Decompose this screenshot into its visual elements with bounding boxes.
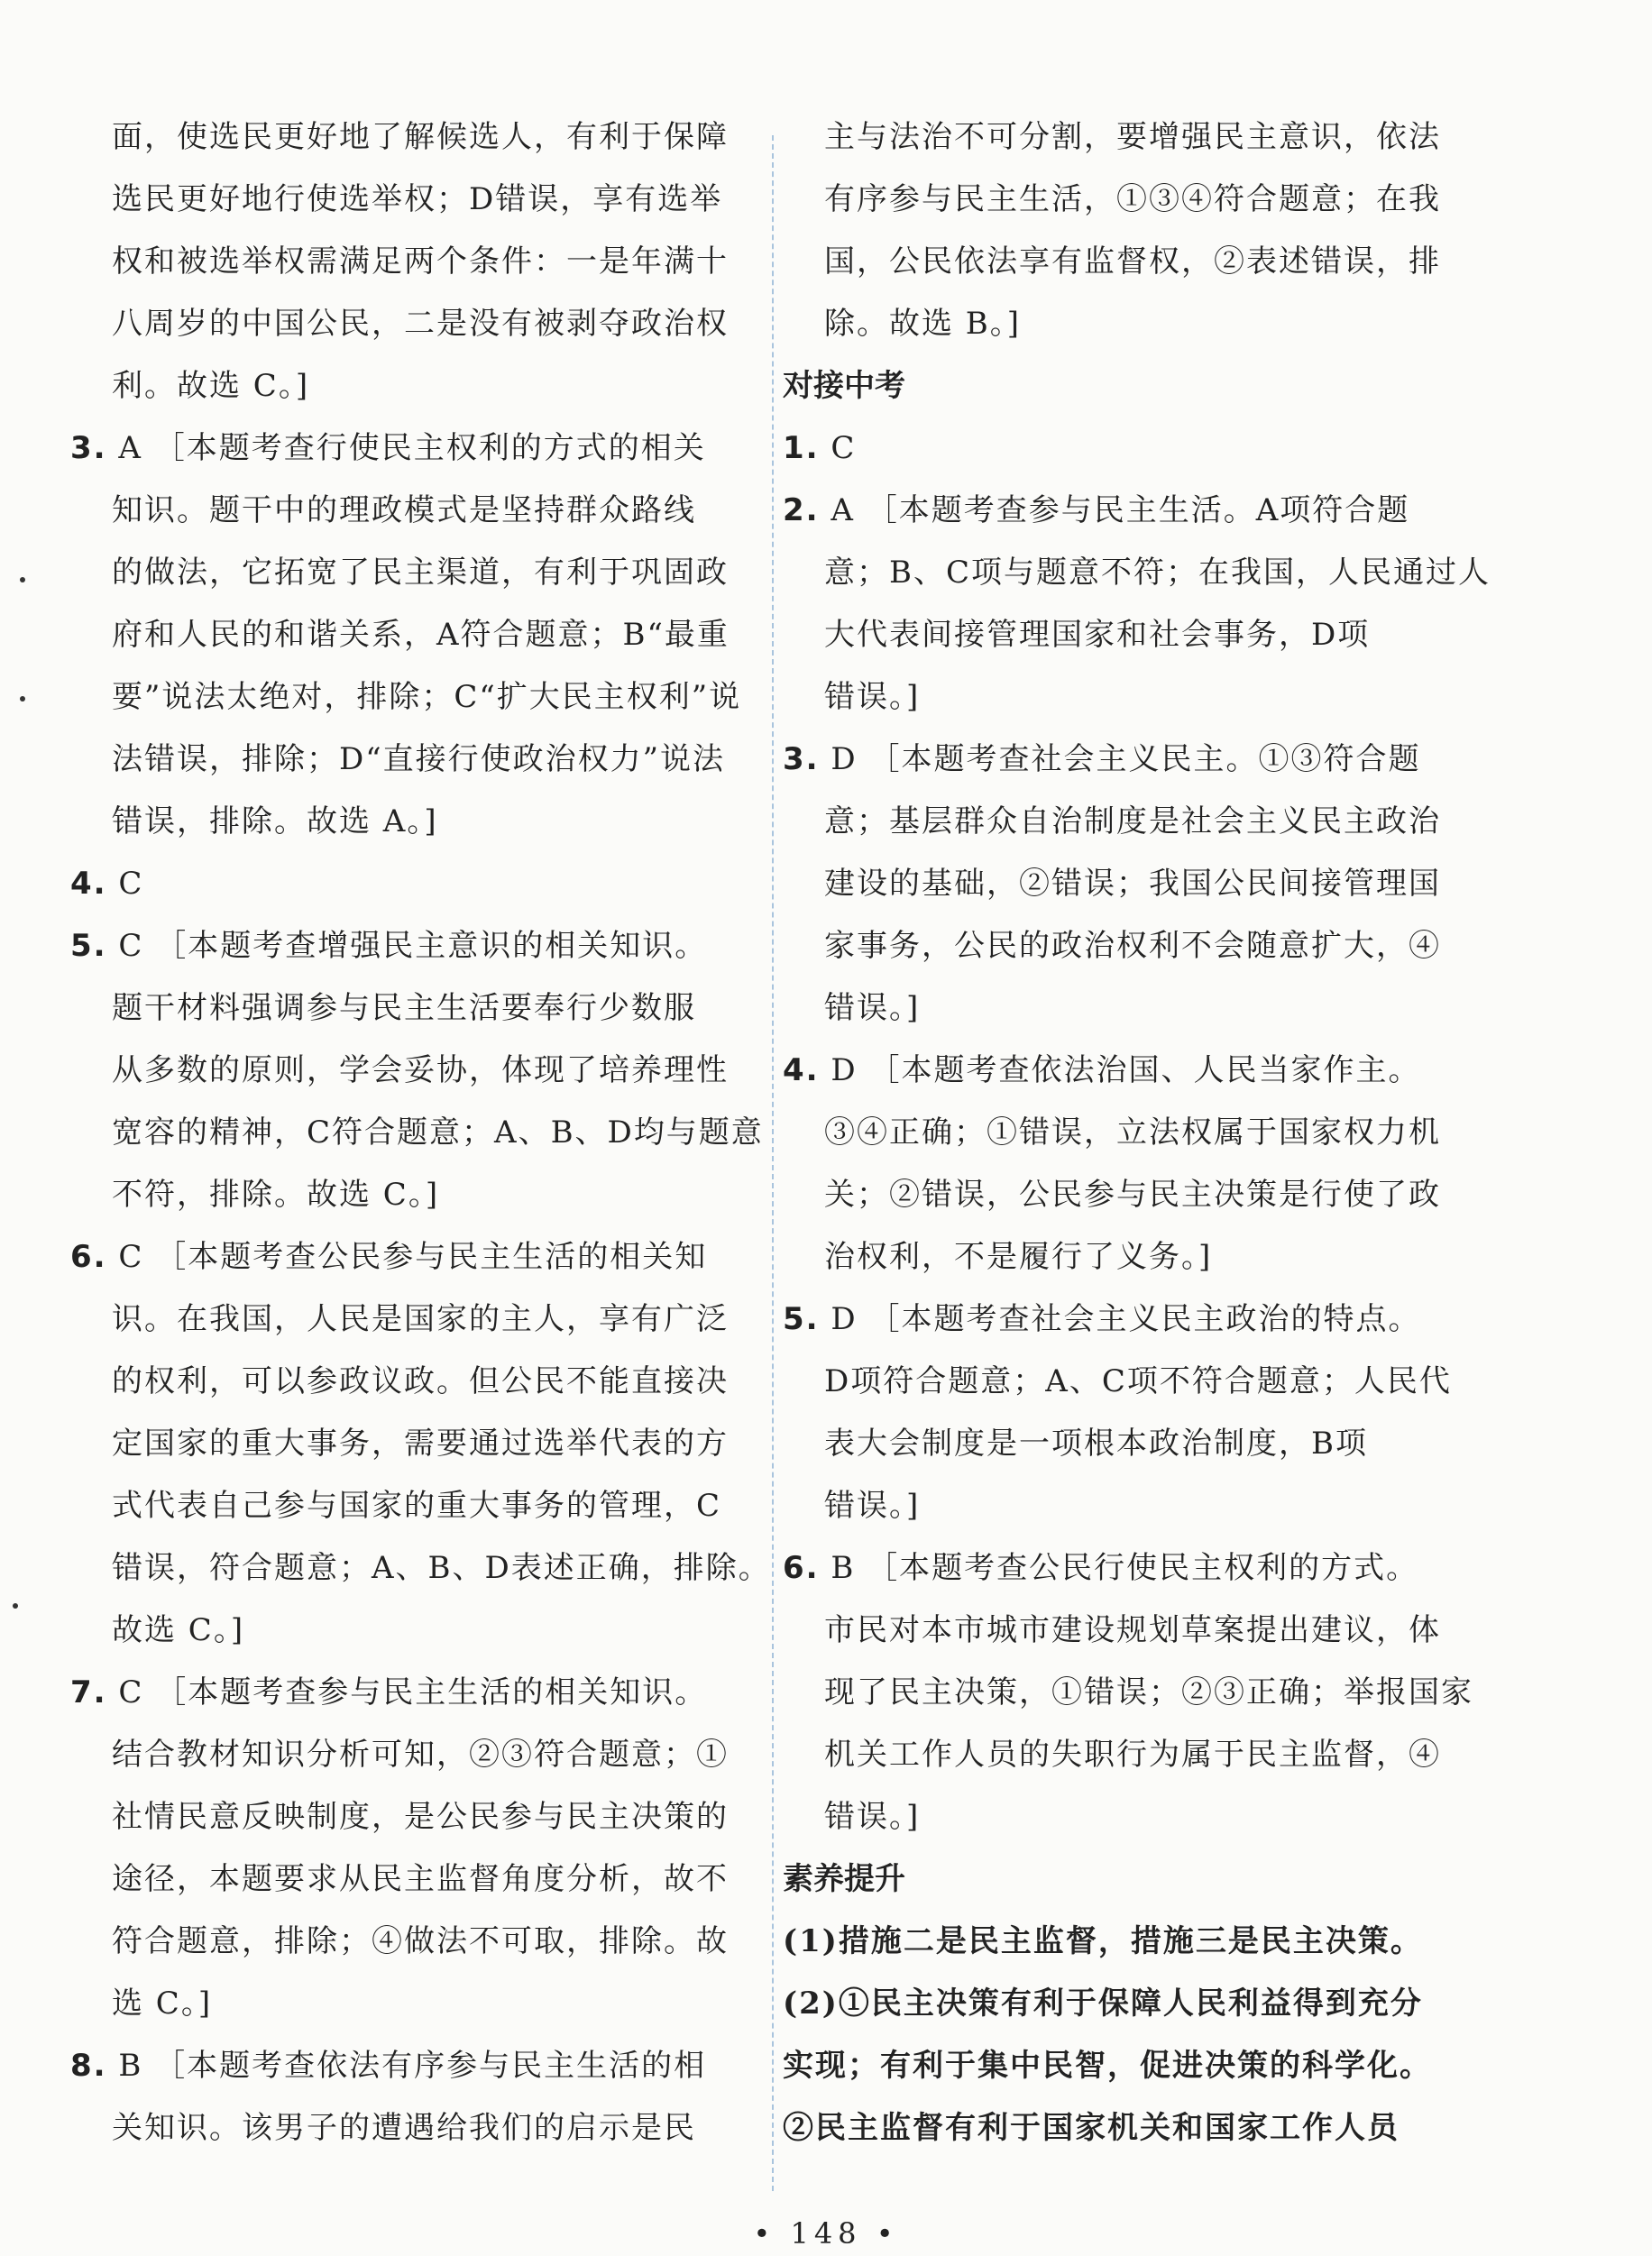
answer-text: 的做法，它拓宽了民主渠道，有利于巩固政 — [112, 555, 729, 591]
answer-text: 不符，排除。故选 C。] — [112, 1177, 440, 1213]
right-top-continuation — [783, 106, 1468, 355]
answer-text: 选民更好地行使选举权；D错误，享有选举 — [112, 181, 723, 217]
column-divider — [772, 135, 774, 2191]
left-column — [70, 106, 771, 2160]
question-number: 5. — [783, 1301, 820, 1337]
answer-text: 题干材料强调参与民主生活要奉行少数服 — [112, 990, 696, 1026]
answer-text: 错误。] — [824, 990, 921, 1026]
answer-text: C ［本题考查参与民主生活的相关知识。 — [118, 1674, 708, 1710]
answer-line — [70, 2035, 756, 2097]
answer-line — [70, 480, 756, 542]
question-number: 3. — [783, 741, 820, 777]
answer-line — [70, 417, 756, 480]
answer-line — [783, 729, 1468, 791]
answer-line — [70, 293, 756, 355]
suyang-answers — [783, 1911, 1468, 2160]
answer-line — [70, 231, 756, 293]
answer-line — [783, 853, 1468, 915]
suyang-line: 实现；有利于集中民智，促进决策的科学化。 — [783, 2048, 1432, 2084]
answer-line — [783, 1475, 1468, 1537]
answer-text: 利。故选 C。] — [112, 368, 310, 404]
question-number: 4. — [783, 1052, 820, 1088]
answer-text: C — [118, 866, 144, 902]
question-number: 7. — [70, 1674, 107, 1710]
answer-line — [70, 1226, 756, 1288]
answer-text: 途径，本题要求从民主监督角度分析，故不 — [112, 1861, 729, 1897]
answer-line — [783, 604, 1468, 666]
answer-text: D ［本题考查社会主义民主。①③符合题 — [831, 741, 1421, 777]
answer-text: A ［本题考查行使民主权利的方式的相关 — [118, 430, 706, 466]
answer-line — [70, 604, 756, 666]
answer-line — [783, 1040, 1468, 1102]
answer-text: 知识。题干中的理政模式是坚持群众路线 — [112, 492, 696, 528]
answer-line — [783, 666, 1468, 729]
answer-line — [783, 791, 1468, 853]
answer-text: 从多数的原则，学会妥协，体现了培养理性 — [112, 1052, 729, 1088]
answer-text: 错误。] — [824, 679, 921, 715]
section-title-suyang-tisheng: 素养提升 — [783, 1861, 905, 1897]
answer-text: 错误，排除。故选 A。] — [112, 803, 438, 839]
answer-text: 家事务，公民的政治权利不会随意扩大，④ — [824, 928, 1441, 964]
answer-text: C — [831, 430, 857, 466]
answer-text: 表大会制度是一项根本政治制度，B项 — [824, 1426, 1368, 1462]
answer-line — [783, 1164, 1468, 1226]
answer-line — [70, 542, 756, 604]
answer-line — [70, 1413, 756, 1475]
answer-text: 选 C。] — [112, 1985, 213, 2022]
answer-line — [783, 480, 1468, 542]
answer-text: 符合题意，排除；④做法不可取，排除。故 — [112, 1923, 729, 1959]
answer-line — [783, 1724, 1468, 1786]
answer-text: 建设的基础，②错误；我国公民间接管理国 — [824, 866, 1441, 902]
answer-text: 面，使选民更好地了解候选人，有利于保障 — [112, 119, 729, 155]
answer-line — [783, 1226, 1468, 1288]
answer-text: D ［本题考查社会主义民主政治的特点。 — [831, 1301, 1421, 1337]
answer-text: 社情民意反映制度，是公民参与民主决策的 — [112, 1799, 729, 1835]
answer-line — [783, 1413, 1468, 1475]
page-number: • 148 • — [753, 2216, 899, 2251]
answer-text: B ［本题考查依法有序参与民主生活的相 — [118, 2048, 707, 2084]
answer-text: 法错误，排除；D“直接行使政治权力”说法 — [112, 741, 726, 777]
answer-text: 错误。] — [824, 1799, 921, 1835]
answer-line — [70, 1351, 756, 1413]
answer-line — [70, 2097, 756, 2160]
suyang-line: (1)措施二是民主监督，措施三是民主决策。 — [783, 1923, 1423, 1959]
answer-text: 宽容的精神，C符合题意；A、B、D均与题意 — [112, 1114, 764, 1151]
answer-text: 关；②错误，公民参与民主决策是行使了政 — [824, 1177, 1441, 1213]
question-number: 2. — [783, 492, 820, 528]
answer-line — [70, 1288, 756, 1351]
answer-text: ③④正确；①错误，立法权属于国家权力机 — [824, 1114, 1441, 1151]
scan-speck — [13, 1603, 18, 1609]
answer-line — [783, 915, 1468, 977]
answer-text: 错误，符合题意；A、B、D表述正确，排除。 — [112, 1550, 771, 1586]
answer-line — [70, 853, 756, 915]
answer-line — [70, 666, 756, 729]
question-number: 1. — [783, 430, 820, 466]
answer-line: 主与法治不可分割，要增强民主意识，依法 — [824, 119, 1441, 155]
answer-line: 除。故选 B。] — [824, 306, 1022, 342]
answer-line — [783, 1351, 1468, 1413]
answer-line: 有序参与民主生活，①③④符合题意；在我 — [824, 181, 1441, 217]
answer-line: 国，公民依法享有监督权，②表述错误，排 — [824, 243, 1441, 280]
answer-text: 错误。] — [824, 1488, 921, 1524]
answer-line — [70, 1911, 756, 1973]
answer-text: 意；基层群众自治制度是社会主义民主政治 — [824, 803, 1441, 839]
answer-line — [70, 1724, 756, 1786]
suyang-line: ②民主监督有利于国家机关和国家工作人员 — [783, 2110, 1400, 2146]
answer-line — [70, 355, 756, 417]
answer-line — [70, 1786, 756, 1848]
answer-line — [70, 977, 756, 1040]
answer-text: 结合教材知识分析可知，②③符合题意；① — [112, 1737, 729, 1773]
answer-line — [70, 169, 756, 231]
answer-text: 现了民主决策，①错误；②③正确；举报国家 — [824, 1674, 1473, 1710]
right-column — [783, 106, 1491, 2160]
answer-line — [783, 417, 1468, 480]
answer-text: 要”说法太绝对，排除；C“扩大民主权利”说 — [112, 679, 742, 715]
section-title-duijie-zhongkao: 对接中考 — [783, 368, 905, 404]
question-number: 5. — [70, 928, 107, 964]
answer-text: 识。在我国，人民是国家的主人，享有广泛 — [112, 1301, 729, 1337]
answer-text: D项符合题意；A、C项不符合题意；人民代 — [824, 1363, 1452, 1399]
answer-line — [70, 106, 756, 169]
answer-line — [70, 729, 756, 791]
answer-text: A ［本题考查参与民主生活。A项符合题 — [831, 492, 1410, 528]
scan-speck — [20, 696, 25, 702]
answer-text: 八周岁的中国公民，二是没有被剥夺政治权 — [112, 306, 729, 342]
answer-text: C ［本题考查公民参与民主生活的相关知 — [118, 1239, 708, 1275]
answer-text: 意；B、C项与题意不符；在我国，人民通过人 — [824, 555, 1491, 591]
answer-line — [70, 1848, 756, 1911]
zhongkao-answers — [783, 417, 1491, 1848]
answer-line — [783, 1786, 1468, 1848]
question-number: 3. — [70, 430, 107, 466]
answer-line — [70, 1475, 756, 1537]
answer-line — [783, 542, 1491, 604]
question-number: 8. — [70, 2048, 107, 2084]
answer-text: 式代表自己参与国家的重大事务的管理，C — [112, 1488, 722, 1524]
answer-line — [783, 1662, 1473, 1724]
answer-line — [70, 1600, 756, 1662]
question-number: 6. — [70, 1239, 107, 1275]
answer-line — [783, 1600, 1468, 1662]
answer-text: 的权利，可以参政议政。但公民不能直接决 — [112, 1363, 729, 1399]
answer-text: 故选 C。] — [112, 1612, 245, 1648]
answer-text: B ［本题考查公民行使民主权利的方式。 — [831, 1550, 1419, 1586]
answer-text: 权和被选举权需满足两个条件：一是年满十 — [112, 243, 729, 280]
answer-text: C ［本题考查增强民主意识的相关知识。 — [118, 928, 708, 964]
suyang-line: (2)①民主决策有利于保障人民利益得到充分 — [783, 1985, 1423, 2022]
scan-speck — [20, 577, 25, 582]
answer-text: D ［本题考查依法治国、人民当家作主。 — [831, 1052, 1421, 1088]
answer-line — [783, 1102, 1468, 1164]
answer-line — [70, 915, 756, 977]
answer-line — [70, 1662, 756, 1724]
answer-line — [783, 1288, 1468, 1351]
answer-text: 市民对本市城市建设规划草案提出建议，体 — [824, 1612, 1441, 1648]
answer-text: 府和人民的和谐关系，A符合题意；B“最重 — [112, 617, 730, 653]
answer-line — [70, 1537, 771, 1600]
answer-line — [70, 1164, 756, 1226]
answer-text: 治权利，不是履行了义务。] — [824, 1239, 1213, 1275]
answer-text: 机关工作人员的失职行为属于民主监督，④ — [824, 1737, 1441, 1773]
answer-line — [70, 1040, 756, 1102]
answer-text: 关知识。该男子的遭遇给我们的启示是民 — [112, 2110, 696, 2146]
answer-line — [783, 1537, 1468, 1600]
answer-text: 定国家的重大事务，需要通过选举代表的方 — [112, 1426, 729, 1462]
answer-text: 大代表间接管理国家和社会事务，D项 — [824, 617, 1371, 653]
question-number: 6. — [783, 1550, 820, 1586]
answer-line — [70, 1102, 764, 1164]
answer-line — [70, 791, 756, 853]
answer-line — [70, 1973, 756, 2035]
answer-line — [783, 977, 1468, 1040]
question-number: 4. — [70, 866, 107, 902]
